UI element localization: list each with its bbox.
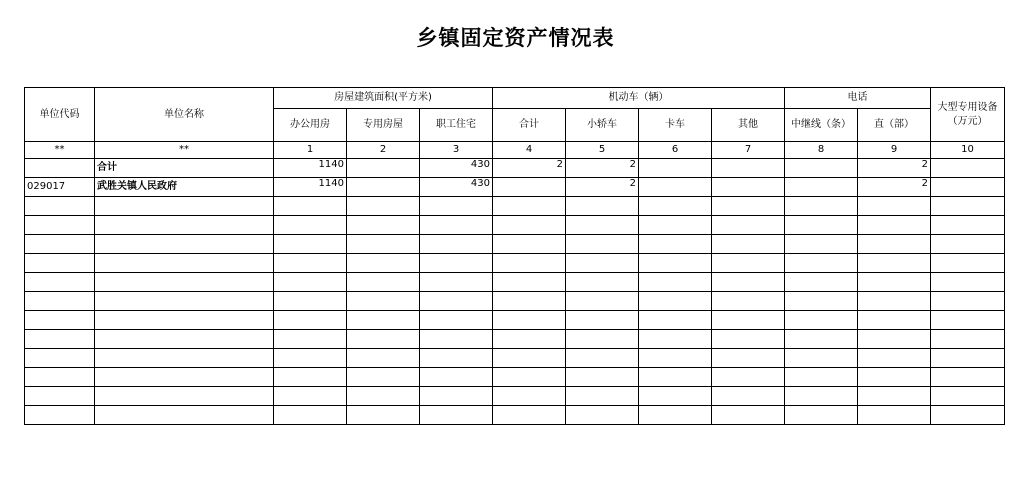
value-cell[interactable] (347, 159, 420, 178)
table-cell[interactable] (493, 273, 566, 292)
table-cell[interactable] (420, 406, 493, 425)
table-cell[interactable] (420, 387, 493, 406)
empty-row (25, 387, 1005, 406)
table-cell[interactable] (25, 254, 95, 273)
table-cell[interactable] (25, 368, 95, 387)
table-cell[interactable] (566, 254, 639, 273)
table-cell[interactable] (347, 330, 420, 349)
table-cell[interactable] (347, 406, 420, 425)
table-cell[interactable]: 8 (785, 142, 858, 159)
table-cell[interactable] (420, 273, 493, 292)
header-office-building[interactable]: 办公用房 (274, 109, 347, 142)
table-cell[interactable] (420, 292, 493, 311)
table-cell[interactable] (858, 235, 931, 254)
empty-row (25, 349, 1005, 368)
table-cell[interactable] (493, 387, 566, 406)
table-cell[interactable] (347, 349, 420, 368)
table-cell[interactable] (858, 197, 931, 216)
table-cell[interactable] (712, 197, 785, 216)
header-truck[interactable]: 卡车 (639, 109, 712, 142)
table-cell[interactable] (420, 197, 493, 216)
empty-row (25, 216, 1005, 235)
header-car[interactable]: 小轿车 (566, 109, 639, 142)
table-cell[interactable] (712, 292, 785, 311)
table-cell[interactable] (639, 197, 712, 216)
empty-row (25, 292, 1005, 311)
empty-row (25, 254, 1005, 273)
table-cell[interactable] (493, 292, 566, 311)
header-vehicle-total[interactable]: 合计 (493, 109, 566, 142)
table-cell[interactable] (931, 254, 1005, 273)
table-cell[interactable] (25, 216, 95, 235)
header-special-building[interactable]: 专用房屋 (347, 109, 420, 142)
table-cell[interactable] (858, 387, 931, 406)
table-cell[interactable] (858, 216, 931, 235)
table-cell[interactable]: 1 (274, 142, 347, 159)
table-cell[interactable] (25, 292, 95, 311)
table-cell[interactable] (274, 311, 347, 330)
table-cell[interactable] (25, 387, 95, 406)
table-cell[interactable] (493, 254, 566, 273)
unit-name-cell[interactable]: 合计 (95, 159, 274, 178)
value-cell[interactable] (639, 159, 712, 178)
table-cell[interactable] (639, 254, 712, 273)
table-cell[interactable]: 2 (347, 142, 420, 159)
table-cell[interactable] (858, 349, 931, 368)
table-cell[interactable] (95, 216, 274, 235)
table-cell[interactable] (25, 273, 95, 292)
table-cell[interactable] (95, 235, 274, 254)
table-cell[interactable]: 4 (493, 142, 566, 159)
table-cell[interactable] (931, 216, 1005, 235)
table-cell[interactable] (712, 216, 785, 235)
table-cell[interactable] (274, 235, 347, 254)
table-cell[interactable] (566, 349, 639, 368)
value-cell[interactable] (712, 159, 785, 178)
empty-row (25, 235, 1005, 254)
table-cell[interactable] (274, 368, 347, 387)
table-cell[interactable] (712, 387, 785, 406)
table-cell[interactable] (347, 311, 420, 330)
value-cell[interactable] (639, 178, 712, 197)
table-cell[interactable] (274, 406, 347, 425)
table-cell[interactable] (712, 349, 785, 368)
table-cell[interactable] (785, 254, 858, 273)
table-cell[interactable] (25, 330, 95, 349)
table-cell[interactable] (95, 387, 274, 406)
empty-row (25, 311, 1005, 330)
table-cell[interactable] (274, 387, 347, 406)
empty-row (25, 197, 1005, 216)
table-cell[interactable] (274, 273, 347, 292)
empty-row (25, 330, 1005, 349)
header-large-equipment[interactable]: 大型专用设备（万元） (931, 88, 1005, 142)
table-cell[interactable] (347, 368, 420, 387)
table-cell[interactable] (931, 330, 1005, 349)
table-cell[interactable] (639, 330, 712, 349)
table-cell[interactable] (566, 235, 639, 254)
header-staff-housing[interactable]: 职工住宅 (420, 109, 493, 142)
table-cell[interactable] (493, 330, 566, 349)
table-cell[interactable] (493, 197, 566, 216)
asset-table (24, 87, 1005, 425)
table-cell[interactable] (712, 330, 785, 349)
table-cell[interactable]: 3 (420, 142, 493, 159)
table-cell[interactable] (347, 216, 420, 235)
table-cell[interactable] (566, 292, 639, 311)
table-cell[interactable] (712, 406, 785, 425)
table-cell[interactable] (639, 368, 712, 387)
table-cell[interactable] (420, 235, 493, 254)
table-cell[interactable] (785, 349, 858, 368)
table-cell[interactable] (566, 273, 639, 292)
unit-code-cell[interactable] (25, 159, 95, 178)
table-cell[interactable] (566, 216, 639, 235)
table-cell[interactable] (931, 197, 1005, 216)
table-cell[interactable] (712, 311, 785, 330)
table-cell[interactable] (639, 216, 712, 235)
table-cell[interactable] (95, 330, 274, 349)
table-cell[interactable] (712, 273, 785, 292)
table-cell[interactable]: 6 (639, 142, 712, 159)
table-cell[interactable] (347, 197, 420, 216)
table-cell[interactable] (858, 273, 931, 292)
value-cell[interactable] (347, 178, 420, 197)
table-cell[interactable] (420, 311, 493, 330)
table-cell[interactable] (347, 292, 420, 311)
header-building-area[interactable]: 房屋建筑面积(平方米) (274, 88, 493, 109)
table-cell[interactable] (639, 235, 712, 254)
table-cell[interactable] (274, 254, 347, 273)
unit-name-cell[interactable]: 武胜关镇人民政府 (95, 178, 274, 197)
sheet-title: 乡镇固定资产情况表 (416, 26, 615, 50)
value-cell[interactable]: 2 (566, 178, 639, 197)
table-cell[interactable] (420, 330, 493, 349)
table-cell[interactable] (420, 368, 493, 387)
table-cell[interactable] (95, 197, 274, 216)
table-cell[interactable]: ** (25, 142, 95, 159)
table-cell[interactable] (931, 311, 1005, 330)
table-cell[interactable] (95, 292, 274, 311)
table-cell[interactable] (25, 197, 95, 216)
table-cell[interactable] (347, 235, 420, 254)
numbering-row (25, 142, 1005, 159)
table-cell[interactable] (785, 197, 858, 216)
table-cell[interactable] (858, 406, 931, 425)
table-cell[interactable] (95, 406, 274, 425)
table-cell[interactable] (95, 311, 274, 330)
header-trunk-line[interactable]: 中继线（条） (785, 109, 858, 142)
header-other[interactable]: 其他 (712, 109, 785, 142)
header-vehicles[interactable]: 机动车（辆） (493, 88, 785, 109)
table-cell[interactable] (785, 311, 858, 330)
table-cell[interactable] (858, 330, 931, 349)
table-cell[interactable] (493, 311, 566, 330)
value-cell[interactable] (931, 159, 1005, 178)
value-cell[interactable] (785, 159, 858, 178)
value-cell[interactable]: 1140 (274, 178, 347, 197)
value-cell[interactable]: 2 (858, 159, 931, 178)
table-cell[interactable] (785, 368, 858, 387)
table-cell[interactable] (785, 387, 858, 406)
table-cell[interactable] (566, 197, 639, 216)
table-cell[interactable] (785, 235, 858, 254)
table-cell[interactable] (95, 273, 274, 292)
table-cell[interactable] (858, 311, 931, 330)
value-cell[interactable]: 1140 (274, 159, 347, 178)
table-cell[interactable] (95, 368, 274, 387)
table-row-total (25, 159, 1005, 178)
table-cell[interactable] (639, 273, 712, 292)
table-cell[interactable] (858, 368, 931, 387)
table-cell[interactable] (785, 216, 858, 235)
table-cell[interactable] (493, 406, 566, 425)
table-cell[interactable] (493, 349, 566, 368)
table-cell[interactable] (639, 406, 712, 425)
header-phone[interactable]: 电话 (785, 88, 931, 109)
empty-row (25, 406, 1005, 425)
table-cell[interactable] (274, 197, 347, 216)
table-cell[interactable] (420, 254, 493, 273)
table-row (25, 178, 1005, 197)
table-cell[interactable]: 7 (712, 142, 785, 159)
table-cell[interactable] (566, 406, 639, 425)
table-cell[interactable] (347, 273, 420, 292)
table-cell[interactable] (25, 406, 95, 425)
header-unit-name[interactable]: 单位名称 (95, 88, 274, 142)
table-cell[interactable] (493, 368, 566, 387)
table-cell[interactable] (712, 254, 785, 273)
table-cell[interactable] (785, 406, 858, 425)
table-cell[interactable] (785, 330, 858, 349)
table-cell[interactable] (493, 235, 566, 254)
table-cell[interactable] (566, 330, 639, 349)
value-cell[interactable]: 2 (493, 159, 566, 178)
value-cell[interactable] (931, 178, 1005, 197)
table-cell[interactable] (95, 349, 274, 368)
header-direct-phone[interactable]: 直（部） (858, 109, 931, 142)
value-cell[interactable] (493, 178, 566, 197)
table-cell[interactable] (420, 216, 493, 235)
table-cell[interactable] (931, 406, 1005, 425)
table-cell[interactable] (712, 235, 785, 254)
table-cell[interactable] (566, 387, 639, 406)
value-cell[interactable]: 2 (858, 178, 931, 197)
table-cell[interactable] (566, 311, 639, 330)
table-cell[interactable]: 9 (858, 142, 931, 159)
table-cell[interactable] (712, 368, 785, 387)
table-cell[interactable]: ** (95, 142, 274, 159)
table-cell[interactable] (639, 292, 712, 311)
table-cell[interactable] (931, 368, 1005, 387)
table-cell[interactable] (25, 311, 95, 330)
table-cell[interactable] (347, 254, 420, 273)
table-cell[interactable] (420, 349, 493, 368)
table-cell[interactable] (566, 368, 639, 387)
table-cell[interactable] (95, 254, 274, 273)
value-cell[interactable]: 2 (566, 159, 639, 178)
table-cell[interactable] (639, 387, 712, 406)
empty-row (25, 273, 1005, 292)
table-cell[interactable] (639, 349, 712, 368)
header-unit-code[interactable]: 单位代码 (25, 88, 95, 142)
header-row-1 (25, 88, 1005, 109)
table-cell[interactable] (25, 349, 95, 368)
value-cell[interactable]: 430 (420, 178, 493, 197)
table-cell[interactable] (639, 311, 712, 330)
table-cell[interactable] (931, 292, 1005, 311)
empty-row (25, 368, 1005, 387)
table-cell[interactable] (858, 292, 931, 311)
value-cell[interactable]: 430 (420, 159, 493, 178)
table-cell[interactable] (785, 292, 858, 311)
table-cell[interactable] (785, 273, 858, 292)
table-cell[interactable] (931, 349, 1005, 368)
table-cell[interactable] (931, 387, 1005, 406)
table-cell[interactable]: 5 (566, 142, 639, 159)
table-cell[interactable] (25, 235, 95, 254)
table-cell[interactable] (274, 292, 347, 311)
unit-code-cell[interactable]: 029017 (25, 178, 95, 197)
table-cell[interactable] (858, 254, 931, 273)
table-cell[interactable] (931, 235, 1005, 254)
table-cell[interactable] (931, 273, 1005, 292)
table-cell[interactable] (274, 216, 347, 235)
value-cell[interactable] (712, 178, 785, 197)
value-cell[interactable] (785, 178, 858, 197)
table-cell[interactable] (274, 349, 347, 368)
table-cell[interactable] (493, 216, 566, 235)
table-cell[interactable] (274, 330, 347, 349)
table-cell[interactable] (347, 387, 420, 406)
table-cell[interactable]: 10 (931, 142, 1005, 159)
